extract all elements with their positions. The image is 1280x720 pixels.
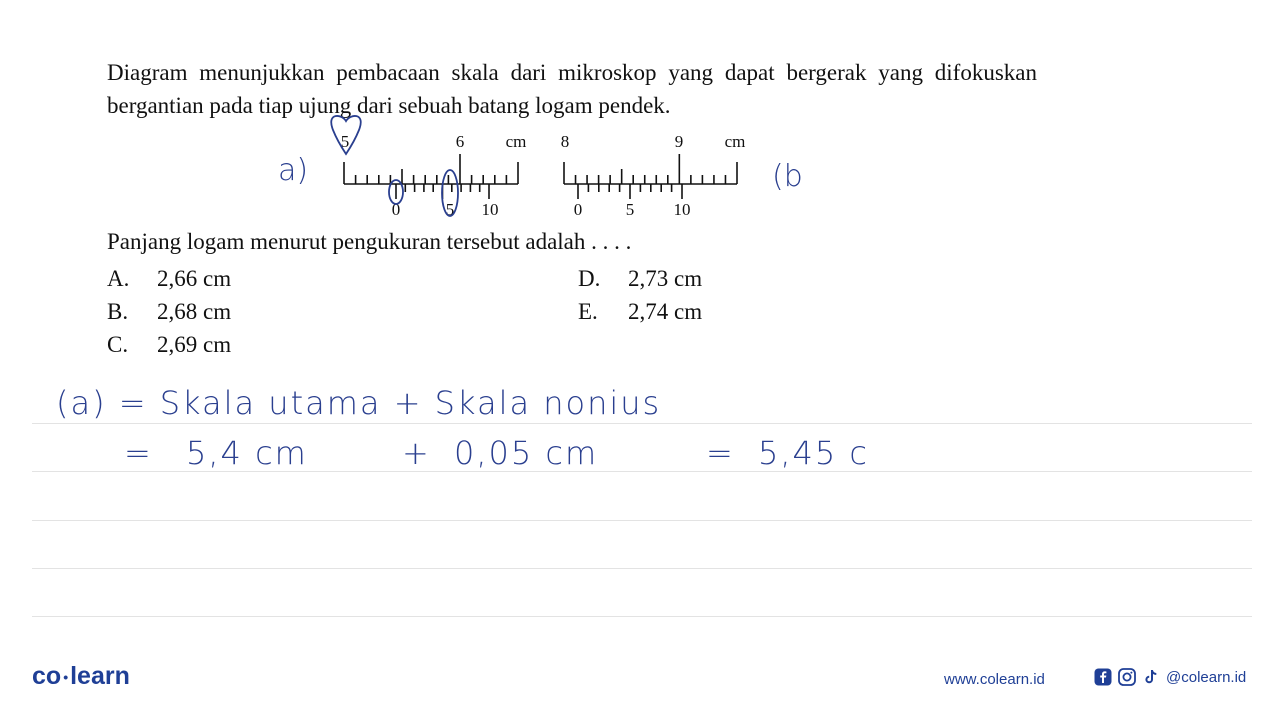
social-links xyxy=(1094,668,1246,686)
logo-right: learn xyxy=(70,662,130,690)
question-prompt: Panjang logam menurut pengukuran tersebut adalah . . . . xyxy=(107,229,632,254)
scale-a-unit: cm xyxy=(505,132,527,151)
question-text: Diagram menunjukkan pembacaan skala dari mikroskop yang dapat bergerak yang difokuskan bergantian pada tiap ujung dari sebuah batang logam pendek. xyxy=(107,60,1037,118)
scale-b-vernier-10: 10 xyxy=(673,200,691,219)
option-a-key: A. xyxy=(107,266,130,291)
scale-a-main-left: 5 xyxy=(340,132,350,151)
option-e-key: E. xyxy=(578,299,598,324)
option-e[interactable] xyxy=(578,299,702,325)
social-handle[interactable]: @colearn.id xyxy=(1166,668,1247,686)
scale-b-vernier-0: 0 xyxy=(573,200,583,219)
scale-b-labels xyxy=(561,132,746,219)
scale-b-main-right: 9 xyxy=(674,132,684,151)
handwritten-line-2-eq: = xyxy=(706,434,735,472)
ruled-line xyxy=(32,616,1252,617)
option-d-value: 2,73 cm xyxy=(628,266,703,291)
scale-b-unit: cm xyxy=(724,132,746,151)
option-a[interactable] xyxy=(107,266,231,292)
scale-a-vernier-0: 0 xyxy=(391,200,401,219)
option-b-value: 2,68 cm xyxy=(157,299,232,324)
option-c[interactable] xyxy=(107,332,231,358)
handwritten-line-2-plus: + xyxy=(402,434,431,472)
option-d-key: D. xyxy=(578,266,601,291)
handwritten-line-2-lead: = xyxy=(124,434,153,472)
scale-b-main-left: 8 xyxy=(560,132,570,151)
handwritten-line-2-a: 5,4 cm xyxy=(186,434,308,472)
handwritten-line-1: (a) = Skala utama + Skala nonius xyxy=(56,384,662,422)
ruled-line xyxy=(32,423,1252,424)
ruled-line xyxy=(32,568,1252,569)
scale-a-labels xyxy=(341,132,527,219)
ruled-line xyxy=(32,520,1252,521)
footer-url[interactable]: www.colearn.id xyxy=(944,671,1045,688)
scale-a xyxy=(344,154,518,199)
option-a-value: 2,66 cm xyxy=(157,266,232,291)
tiktok-icon[interactable] xyxy=(1142,668,1160,686)
vernier-scales-diagram xyxy=(0,0,1280,230)
facebook-icon[interactable] xyxy=(1094,668,1112,686)
label-b: (b xyxy=(772,159,803,194)
scale-a-vernier-5: 5 xyxy=(445,200,455,219)
handwritten-line-2-result: 5,45 c xyxy=(758,434,870,472)
option-b-key: B. xyxy=(107,299,129,324)
logo-dot-icon: • xyxy=(63,669,69,686)
option-d[interactable] xyxy=(578,266,702,292)
handwritten-labels xyxy=(278,153,803,194)
option-c-value: 2,69 cm xyxy=(157,332,232,357)
label-a: a) xyxy=(278,153,309,188)
option-c-key: C. xyxy=(107,332,129,357)
option-e-value: 2,74 cm xyxy=(628,299,703,324)
option-b[interactable] xyxy=(107,299,231,325)
scale-b xyxy=(564,154,737,199)
scale-a-main-right: 6 xyxy=(455,132,465,151)
colearn-logo[interactable] xyxy=(32,662,130,691)
scale-a-vernier-10: 10 xyxy=(481,200,499,219)
logo-left: co xyxy=(32,662,62,690)
instagram-icon[interactable] xyxy=(1118,668,1136,686)
handwritten-line-2-b: 0,05 cm xyxy=(454,434,599,472)
scale-b-vernier-5: 5 xyxy=(625,200,635,219)
